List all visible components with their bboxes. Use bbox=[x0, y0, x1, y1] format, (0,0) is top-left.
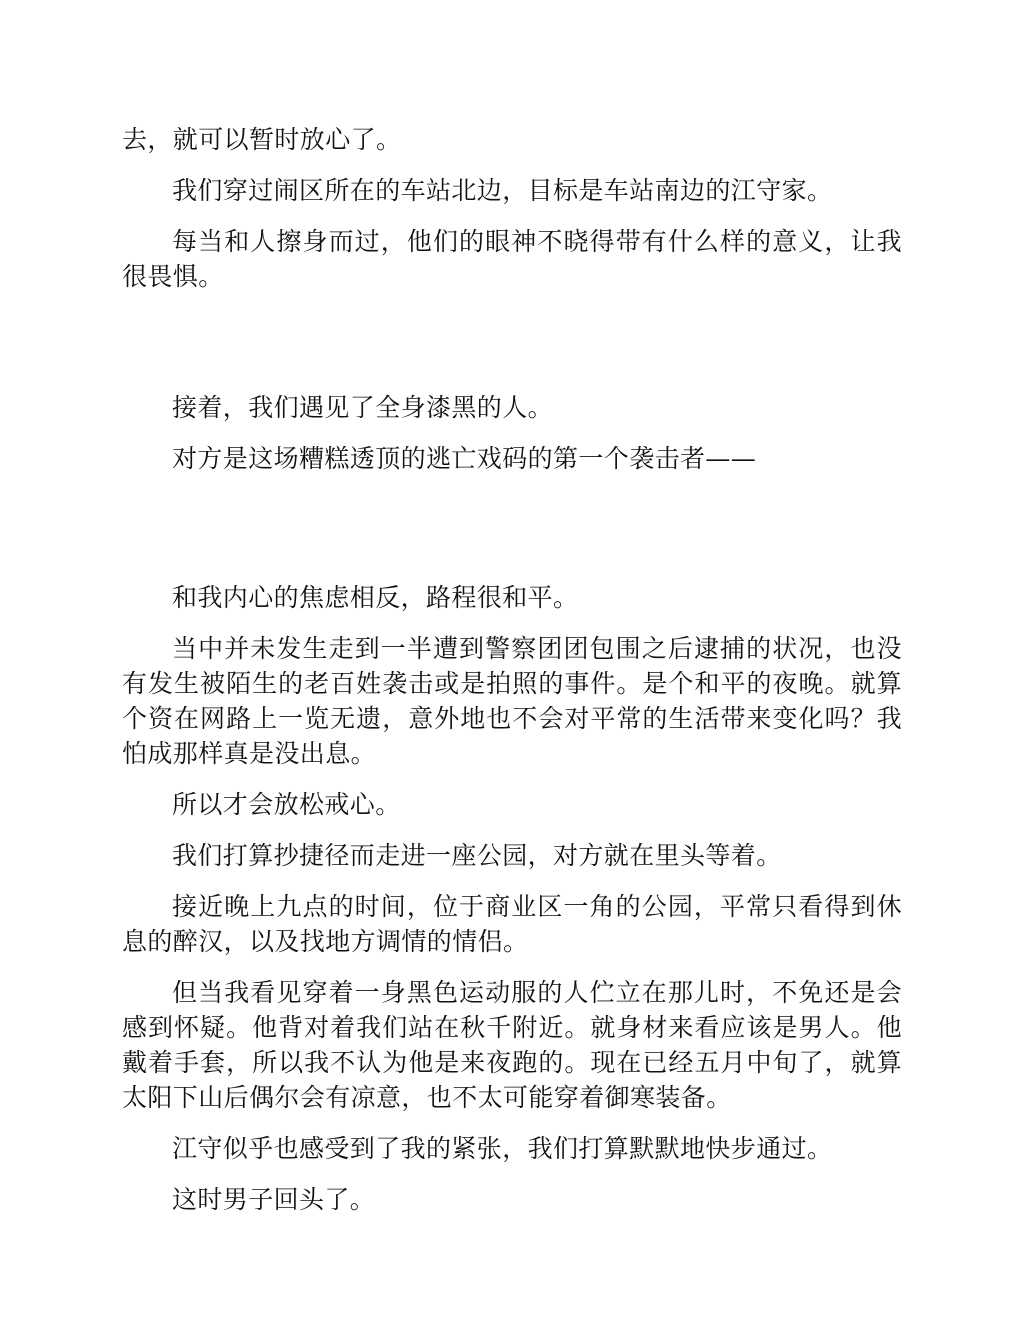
paragraph-continued: 去，就可以暂时放心了。 bbox=[122, 125, 402, 154]
paragraph: 和我内心的焦虑相反，路程很和平。 bbox=[172, 583, 579, 612]
paragraph: 对方是这场糟糕透顶的逃亡戏码的第一个袭击者—— bbox=[172, 444, 757, 473]
paragraph-group-2 bbox=[122, 390, 902, 476]
paragraph: 这时男子回头了。 bbox=[172, 1185, 376, 1214]
paragraph: 当中并未发生走到一半遭到警察团团包围之后逮捕的状况，也没有发生被陌生的老百姓袭击或是拍照的事件。是个和平的夜晚。就算个资在网路上一览无遗，意外地也不会对平常的生活带来变化吗？我怕成那样真是没出息。 bbox=[122, 634, 902, 768]
paragraph: 每当和人擦身而过，他们的眼神不晓得带有什么样的意义，让我很畏惧。 bbox=[122, 227, 902, 291]
paragraph-group-3 bbox=[122, 580, 902, 1217]
paragraph: 但当我看见穿着一身黑色运动服的人伫立在那儿时，不免还是会感到怀疑。他背对着我们站在秋千附近。就身材来看应该是男人。他戴着手套，所以我不认为他是来夜跑的。现在已经五月中旬了，就算太阳下山后偶尔会有凉意，也不太可能穿着御寒装备。 bbox=[122, 978, 902, 1112]
paragraph-group-1 bbox=[122, 122, 902, 294]
paragraph: 接近晚上九点的时间，位于商业区一角的公园，平常只看得到休息的醉汉，以及找地方调情的情侣。 bbox=[122, 892, 902, 956]
paragraph: 接着，我们遇见了全身漆黑的人。 bbox=[172, 393, 554, 422]
paragraph: 所以才会放松戒心。 bbox=[172, 790, 401, 819]
paragraph: 江守似乎也感受到了我的紧张，我们打算默默地快步通过。 bbox=[172, 1134, 833, 1163]
paragraph: 我们打算抄捷径而走进一座公园，对方就在里头等着。 bbox=[172, 841, 782, 870]
paragraph: 我们穿过闹区所在的车站北边，目标是车站南边的江守家。 bbox=[172, 176, 833, 205]
